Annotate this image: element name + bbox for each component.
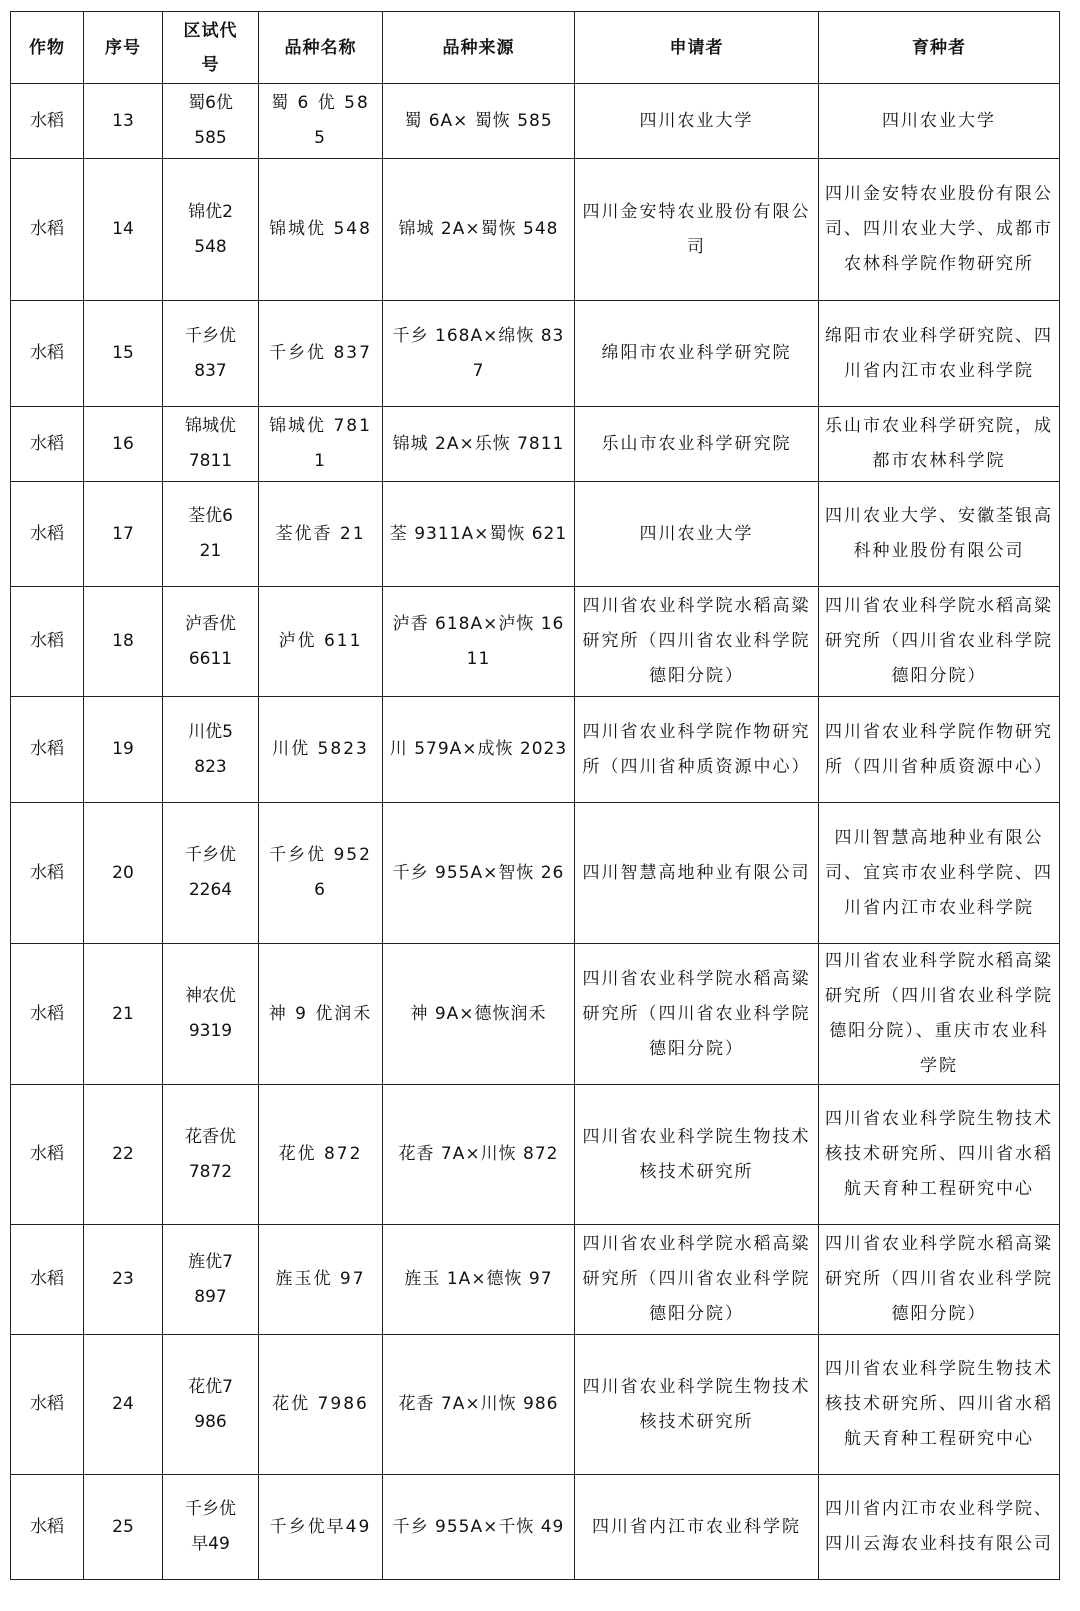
cell-trial-code: 锦城优7811 bbox=[163, 407, 259, 482]
table-row bbox=[11, 407, 1060, 482]
table-header bbox=[11, 12, 1060, 84]
cell-applicant: 四川农业大学 bbox=[575, 482, 819, 587]
cell-crop: 水稻 bbox=[11, 1225, 84, 1335]
cell-applicant: 四川省农业科学院生物技术核技术研究所 bbox=[575, 1085, 819, 1225]
cell-variety-name: 千乡优早49 bbox=[259, 1475, 383, 1580]
header-crop: 作物 bbox=[11, 12, 84, 84]
cell-breeder: 四川省农业科学院生物技术核技术研究所、四川省水稻航天育种工程研究中心 bbox=[819, 1335, 1060, 1475]
header-applicant: 申请者 bbox=[575, 12, 819, 84]
table-row bbox=[11, 482, 1060, 587]
cell-variety-source: 川 579A×成恢 2023 bbox=[383, 697, 575, 803]
header-variety-name: 品种名称 bbox=[259, 12, 383, 84]
cell-breeder: 四川省农业科学院水稻高粱研究所（四川省农业科学院德阳分院） bbox=[819, 587, 1060, 697]
cell-crop: 水稻 bbox=[11, 159, 84, 301]
cell-serial-number: 25 bbox=[84, 1475, 163, 1580]
cell-serial-number: 13 bbox=[84, 84, 163, 159]
cell-trial-code: 千乡优2264 bbox=[163, 803, 259, 944]
cell-serial-number: 24 bbox=[84, 1335, 163, 1475]
table-row bbox=[11, 1225, 1060, 1335]
cell-variety-source: 千乡 168A×绵恢 837 bbox=[383, 301, 575, 407]
cell-trial-code: 荃优621 bbox=[163, 482, 259, 587]
cell-applicant: 四川省农业科学院生物技术核技术研究所 bbox=[575, 1335, 819, 1475]
table-row bbox=[11, 301, 1060, 407]
cell-variety-name: 荃优香 21 bbox=[259, 482, 383, 587]
cell-trial-code: 泸香优6611 bbox=[163, 587, 259, 697]
cell-crop: 水稻 bbox=[11, 482, 84, 587]
cell-serial-number: 16 bbox=[84, 407, 163, 482]
cell-trial-code: 千乡优837 bbox=[163, 301, 259, 407]
cell-trial-code: 锦优2548 bbox=[163, 159, 259, 301]
table-row bbox=[11, 1335, 1060, 1475]
table-row bbox=[11, 1475, 1060, 1580]
cell-variety-source: 锦城 2A×蜀恢 548 bbox=[383, 159, 575, 301]
table-row bbox=[11, 84, 1060, 159]
cell-breeder: 四川金安特农业股份有限公司、四川农业大学、成都市农林科学院作物研究所 bbox=[819, 159, 1060, 301]
cell-applicant: 四川省农业科学院水稻高粱研究所（四川省农业科学院德阳分院） bbox=[575, 944, 819, 1085]
cell-serial-number: 22 bbox=[84, 1085, 163, 1225]
cell-breeder: 四川智慧高地种业有限公司、宜宾市农业科学院、四川省内江市农业科学院 bbox=[819, 803, 1060, 944]
cell-variety-name: 花优 7986 bbox=[259, 1335, 383, 1475]
cell-variety-source: 泸香 618A×泸恢 1611 bbox=[383, 587, 575, 697]
cell-crop: 水稻 bbox=[11, 84, 84, 159]
cell-serial-number: 14 bbox=[84, 159, 163, 301]
table-row bbox=[11, 1085, 1060, 1225]
table-row bbox=[11, 159, 1060, 301]
cell-applicant: 四川省农业科学院水稻高粱研究所（四川省农业科学院德阳分院） bbox=[575, 587, 819, 697]
cell-trial-code: 旌优7897 bbox=[163, 1225, 259, 1335]
cell-crop: 水稻 bbox=[11, 944, 84, 1085]
cell-applicant: 四川智慧高地种业有限公司 bbox=[575, 803, 819, 944]
header-serial-number: 序号 bbox=[84, 12, 163, 84]
variety-table bbox=[10, 11, 1060, 1580]
cell-variety-source: 神 9A×德恢润禾 bbox=[383, 944, 575, 1085]
cell-variety-name: 神 9 优润禾 bbox=[259, 944, 383, 1085]
cell-applicant: 四川省农业科学院水稻高粱研究所（四川省农业科学院德阳分院） bbox=[575, 1225, 819, 1335]
cell-variety-source: 蜀 6A× 蜀恢 585 bbox=[383, 84, 575, 159]
cell-crop: 水稻 bbox=[11, 1475, 84, 1580]
cell-breeder: 四川省农业科学院水稻高粱研究所（四川省农业科学院德阳分院） bbox=[819, 1225, 1060, 1335]
variety-table-container bbox=[10, 11, 1060, 1580]
cell-crop: 水稻 bbox=[11, 1085, 84, 1225]
cell-variety-source: 锦城 2A×乐恢 7811 bbox=[383, 407, 575, 482]
cell-breeder: 四川省内江市农业科学院、四川云海农业科技有限公司 bbox=[819, 1475, 1060, 1580]
cell-trial-code: 川优5823 bbox=[163, 697, 259, 803]
cell-variety-source: 荃 9311A×蜀恢 621 bbox=[383, 482, 575, 587]
table-row bbox=[11, 587, 1060, 697]
table-row bbox=[11, 944, 1060, 1085]
cell-variety-name: 千乡优 9526 bbox=[259, 803, 383, 944]
cell-breeder: 四川农业大学、安徽荃银高科种业股份有限公司 bbox=[819, 482, 1060, 587]
cell-variety-name: 泸优 611 bbox=[259, 587, 383, 697]
cell-variety-source: 花香 7A×川恢 872 bbox=[383, 1085, 575, 1225]
cell-applicant: 四川省内江市农业科学院 bbox=[575, 1475, 819, 1580]
header-breeder: 育种者 bbox=[819, 12, 1060, 84]
cell-breeder: 四川农业大学 bbox=[819, 84, 1060, 159]
cell-variety-name: 川优 5823 bbox=[259, 697, 383, 803]
cell-serial-number: 21 bbox=[84, 944, 163, 1085]
cell-serial-number: 17 bbox=[84, 482, 163, 587]
cell-trial-code: 神农优9319 bbox=[163, 944, 259, 1085]
table-row bbox=[11, 803, 1060, 944]
cell-trial-code: 花优7986 bbox=[163, 1335, 259, 1475]
cell-serial-number: 23 bbox=[84, 1225, 163, 1335]
cell-crop: 水稻 bbox=[11, 587, 84, 697]
cell-applicant: 四川金安特农业股份有限公司 bbox=[575, 159, 819, 301]
cell-variety-source: 千乡 955A×千恢 49 bbox=[383, 1475, 575, 1580]
cell-trial-code: 蜀6优585 bbox=[163, 84, 259, 159]
cell-serial-number: 19 bbox=[84, 697, 163, 803]
cell-breeder: 四川省农业科学院作物研究所（四川省种质资源中心） bbox=[819, 697, 1060, 803]
table-body bbox=[11, 84, 1060, 1580]
cell-crop: 水稻 bbox=[11, 1335, 84, 1475]
cell-serial-number: 20 bbox=[84, 803, 163, 944]
header-variety-source: 品种来源 bbox=[383, 12, 575, 84]
cell-breeder: 四川省农业科学院水稻高粱研究所（四川省农业科学院德阳分院）、重庆市农业科学院 bbox=[819, 944, 1060, 1085]
cell-crop: 水稻 bbox=[11, 697, 84, 803]
cell-variety-name: 旌玉优 97 bbox=[259, 1225, 383, 1335]
cell-variety-name: 花优 872 bbox=[259, 1085, 383, 1225]
cell-variety-source: 花香 7A×川恢 986 bbox=[383, 1335, 575, 1475]
cell-variety-name: 锦城优 548 bbox=[259, 159, 383, 301]
cell-applicant: 乐山市农业科学研究院 bbox=[575, 407, 819, 482]
cell-variety-name: 蜀 6 优 585 bbox=[259, 84, 383, 159]
table-row bbox=[11, 697, 1060, 803]
cell-variety-source: 旌玉 1A×德恢 97 bbox=[383, 1225, 575, 1335]
cell-trial-code: 花香优7872 bbox=[163, 1085, 259, 1225]
cell-crop: 水稻 bbox=[11, 301, 84, 407]
cell-crop: 水稻 bbox=[11, 803, 84, 944]
cell-applicant: 绵阳市农业科学研究院 bbox=[575, 301, 819, 407]
cell-variety-source: 千乡 955A×智恢 26 bbox=[383, 803, 575, 944]
cell-breeder: 乐山市农业科学研究院，成都市农林科学院 bbox=[819, 407, 1060, 482]
header-row bbox=[11, 12, 1060, 84]
cell-breeder: 四川省农业科学院生物技术核技术研究所、四川省水稻航天育种工程研究中心 bbox=[819, 1085, 1060, 1225]
cell-variety-name: 锦城优 7811 bbox=[259, 407, 383, 482]
header-trial-code: 区试代号 bbox=[163, 12, 259, 84]
cell-breeder: 绵阳市农业科学研究院、四川省内江市农业科学院 bbox=[819, 301, 1060, 407]
cell-variety-name: 千乡优 837 bbox=[259, 301, 383, 407]
cell-trial-code: 千乡优早49 bbox=[163, 1475, 259, 1580]
cell-serial-number: 15 bbox=[84, 301, 163, 407]
cell-applicant: 四川农业大学 bbox=[575, 84, 819, 159]
cell-crop: 水稻 bbox=[11, 407, 84, 482]
cell-applicant: 四川省农业科学院作物研究所（四川省种质资源中心） bbox=[575, 697, 819, 803]
cell-serial-number: 18 bbox=[84, 587, 163, 697]
